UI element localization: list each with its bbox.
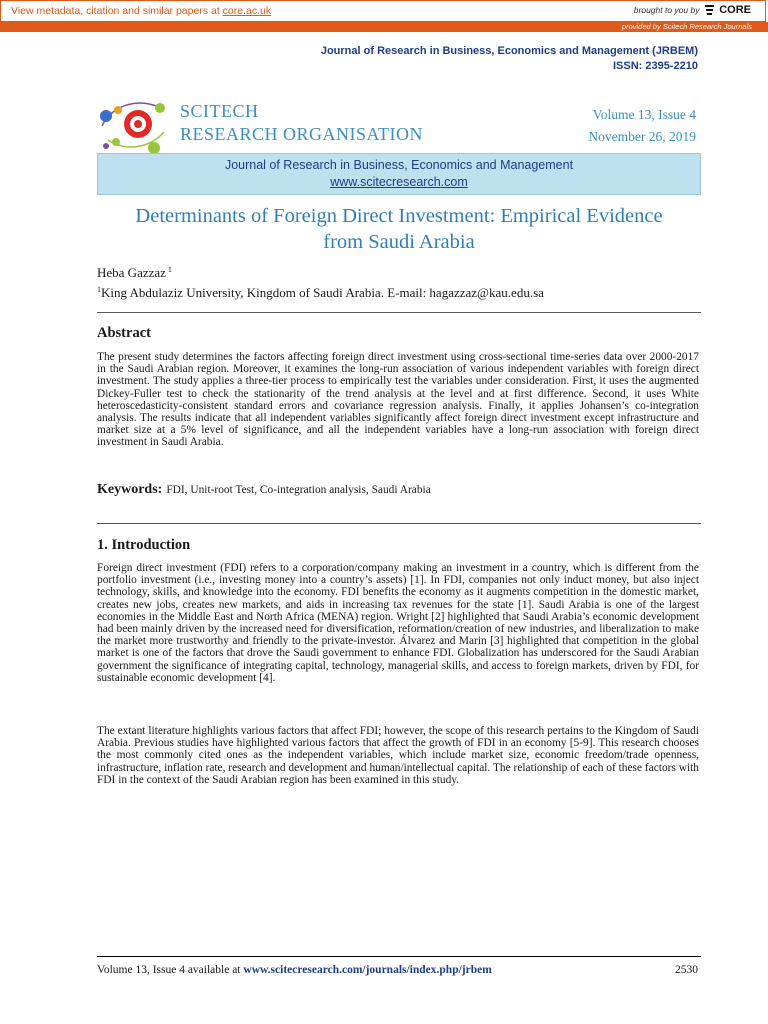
abstract-text: The present study determines the factors affecting foreign direct investment using cross-sectional time-series data over 2000-2017 in the Saudi Arabian region. Moreover, it examines the long-run association of various independent variables with foreign direct investment. The study applies a three-tier process to empirically test the variables under consideration. First, it uses the augmented Dickey-Fuller test to check the stationarity of the trend analysis at the level and at first difference. Second, it uses White heteroscedasticity-consistent standard errors and covariance regression analysis. Finally, it applies Johansen’s co-integration analysis. The results indicate that all independent variables significantly affect foreign direct investment except infrastructure and market size at a 5% level of significance, and all the independent variables have a long-run association with foreign direct investment in Saudi Arabia. — [97, 351, 699, 449]
publication-date: November 26, 2019 — [588, 129, 696, 144]
divider-top — [97, 312, 701, 313]
author-name: Heba Gazzaz — [97, 265, 166, 280]
paper-title — [97, 203, 701, 255]
author-line — [97, 265, 172, 281]
introduction-paragraph-2: The extant literature highlights various factors that affect FDI; however, the scope of this research pertains to the Kingdom of Saudi Arabia. Previous studies have highlighted various factors that affect the growth of FDI in an economy [5-9]. This research chooses the most commonly cited ones as the independent variables, which include market size, economic freedom/trade openness, infrastructure, inflation rate, research and development and human/intellectual capital. The relationship of each of these factors with FDI in the context of the Saudi Arabian region has been examined in this study. — [97, 725, 699, 786]
introduction-paragraph-1: Foreign direct investment (FDI) refers to a corporation/company making an investment in a country, which is different from the portfolio investment (i.e., investing money into a country’s assets) [1]. In FDI, companies not only induct money, but also inject technology, skills, and knowledge into the economy. FDI benefits the economy as it augments competition in the domestic market, creates new jobs, creates new markets, and aids in increasing tax revenues for the state [1]. Saudi Arabia is one of the largest economies in the Middle East and North Africa (MENA) region. Wright [2] highlighted that Saudi Arabia’s economic development had been mainly driven by the increased need for diversification, reformation/creation of new industries, and liberalization to make the market more trustworthy and friendly to the private-investor. Álvarez and Marin [3] highlighted that competition in the global market is one of the factors that drove the Saudi government to enhance FDI. Globalization has underscored for the Saudi Arabian government the significance of integrating capital, technology, managerial skills, and access to foreign markets, driven by FDI, for sustainable economic development [4]. — [97, 562, 699, 684]
page-number: 2530 — [675, 964, 698, 976]
journal-band — [97, 153, 701, 195]
core-banner — [0, 0, 766, 22]
paper-title-line1: Determinants of Foreign Direct Investment: Empirical Evidence — [135, 205, 663, 227]
band-url-link[interactable]: www.scitecresearch.com — [330, 175, 468, 189]
journal-issn: ISSN: 2395-2210 — [613, 60, 698, 72]
core-brought-by — [634, 4, 751, 16]
volume-info — [588, 104, 696, 148]
keywords-line — [97, 482, 431, 498]
keywords-text: FDI, Unit-root Test, Co-integration analysis, Saudi Arabia — [166, 484, 431, 496]
core-metadata-text — [11, 5, 271, 17]
footer-prefix: Volume 13, Issue 4 available at — [97, 964, 241, 976]
provided-by-bar[interactable]: provided by Scitech Research Journals — [0, 22, 768, 32]
journal-header — [321, 44, 698, 74]
journal-name: Journal of Research in Business, Economics and Management (JRBEM) — [320, 45, 698, 57]
affiliation-line — [97, 285, 544, 301]
scitech-logo-icon — [98, 96, 170, 158]
keywords-label: Keywords: — [97, 482, 163, 497]
author-superscript: 1 — [167, 265, 172, 274]
band-title: Journal of Research in Business, Economics and Management — [224, 158, 574, 172]
abstract-heading: Abstract — [97, 325, 151, 341]
core-link[interactable]: core.ac.uk — [222, 5, 272, 17]
divider-middle — [97, 523, 701, 524]
affiliation-superscript: 1 — [97, 285, 101, 294]
footer-url-link[interactable]: www.scitecresearch.com/journals/index.php/jrbem — [243, 964, 492, 976]
affiliation-text: King Abdulaziz University, Kingdom of Saudi Arabia. E-mail: hagazzaz@kau.edu.sa — [101, 285, 544, 300]
org-name-line2: RESEARCH ORGANISATION — [180, 124, 424, 144]
paper-title-line2: from Saudi Arabia — [323, 231, 475, 253]
core-logo-text[interactable]: CORE — [719, 4, 751, 16]
introduction-heading: 1. Introduction — [97, 537, 191, 553]
core-metadata-label: View metadata, citation and similar papers at — [11, 5, 220, 17]
volume-issue: Volume 13, Issue 4 — [592, 107, 696, 122]
footer-rule — [97, 956, 701, 957]
org-name-line1: SCITECH — [180, 101, 259, 121]
page-footer — [97, 964, 701, 976]
brought-by-label: brought to you by — [633, 5, 700, 15]
core-logo-icon — [705, 4, 714, 15]
org-name — [180, 100, 423, 146]
